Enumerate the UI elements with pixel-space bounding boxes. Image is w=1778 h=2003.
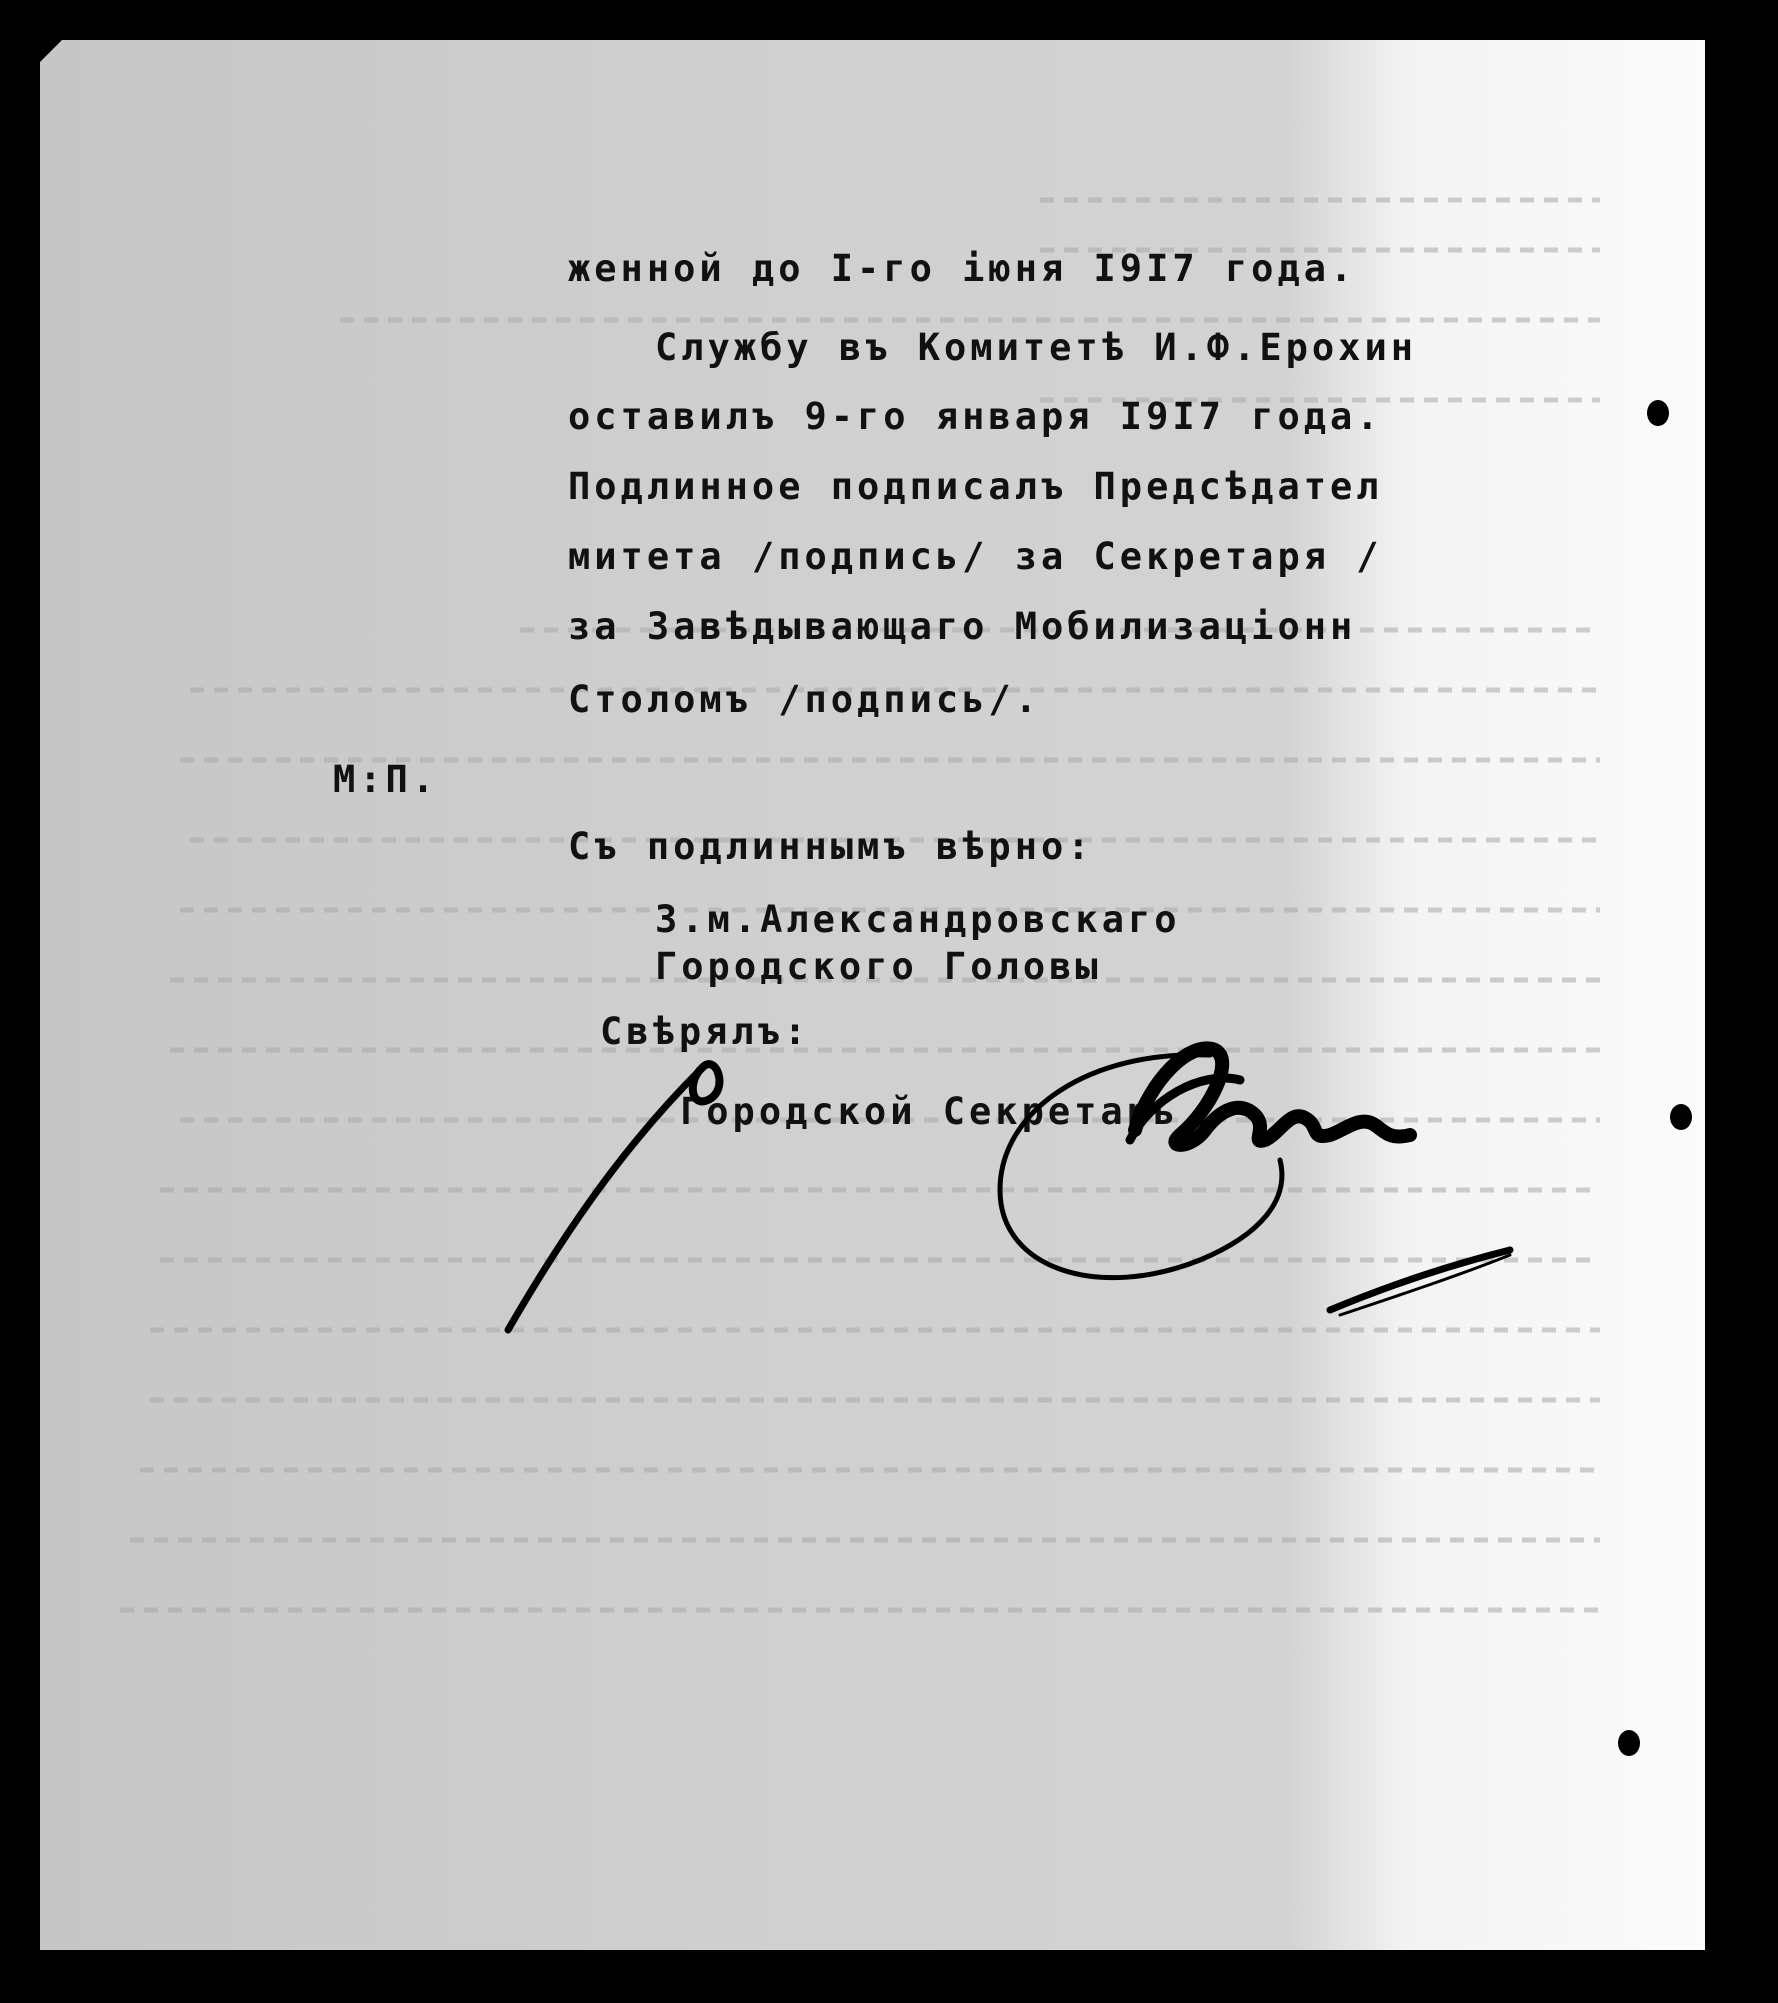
stamp-place-marker: М:П. [333, 758, 439, 801]
body-line-7: Столомъ /подпись/. [568, 678, 1041, 721]
body-line-2: Службу въ Комитетѣ И.Ф.Ерохин [655, 326, 1418, 369]
paper-sheet [40, 40, 1705, 1950]
body-line-3: оставилъ 9-го января I9I7 года. [568, 395, 1383, 438]
body-line-5: митета /подпись/ за Секретаря / [568, 535, 1383, 578]
torn-corner [40, 40, 62, 62]
verified-label: Свѣрялъ: [600, 1010, 811, 1053]
secretary-title: Городской Секретарь [680, 1090, 1180, 1133]
body-line-6: за Завѣдывающаго Мобилизаціонн [568, 605, 1357, 648]
body-line-1: женной до I-го іюня I9I7 года. [568, 247, 1357, 290]
handwritten-signature [40, 40, 1705, 1950]
official-title-line-1: З.м.Александровскаго [655, 898, 1181, 941]
binder-hole [1670, 1104, 1692, 1130]
official-title-line-2: Городского Головы [655, 945, 1102, 988]
binder-hole [1618, 1730, 1640, 1756]
binder-hole [1647, 400, 1669, 426]
body-line-4: Подлинное подписалъ Предсѣдател [568, 465, 1383, 508]
certification-line: Съ подлиннымъ вѣрно: [568, 825, 1094, 868]
